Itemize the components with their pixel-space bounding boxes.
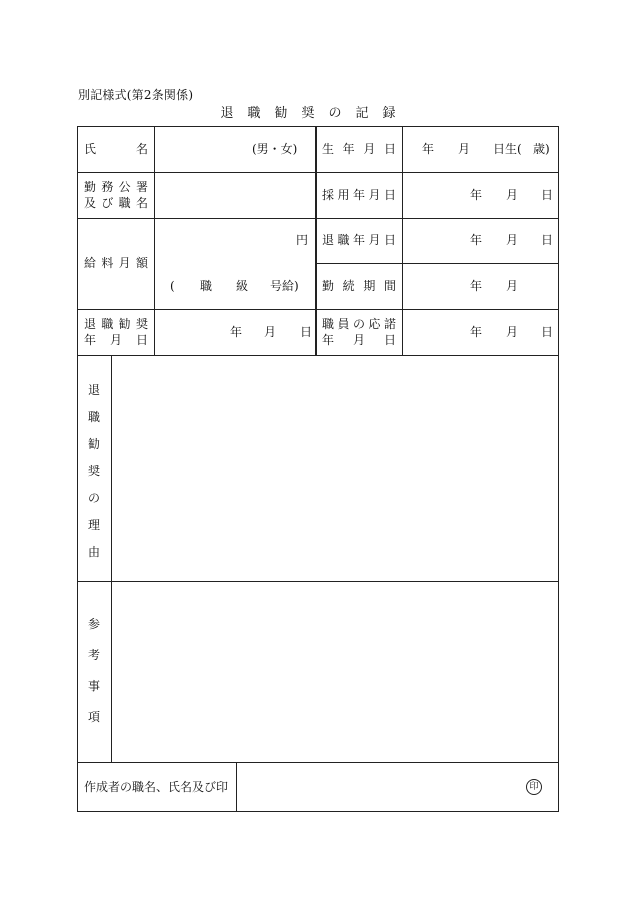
workplace-label-line2: 及び職名 <box>84 196 148 210</box>
notes-char: 事 <box>87 679 100 693</box>
reason-section-label <box>84 381 104 570</box>
reason-char: の <box>87 491 100 505</box>
reason-char: 奨 <box>87 464 100 478</box>
hire-month-unit: 月 <box>506 188 519 202</box>
workplace-label-line1: 勤務公署 <box>84 180 148 194</box>
consent-month-unit: 月 <box>506 325 519 339</box>
age-unit: 歳) <box>533 142 550 156</box>
hire-date-label: 採用年月日 <box>322 188 396 202</box>
consent-date-label-line2: 年月日 <box>322 333 396 347</box>
recommend-date-label-line1: 退職勧奨 <box>84 317 148 331</box>
recommend-day-unit: 日 <box>300 325 313 339</box>
hire-year-unit: 年 <box>470 188 483 202</box>
gender-field: (男・女) <box>252 142 298 156</box>
recommend-date-label-line2: 年月日 <box>84 333 148 347</box>
reason-char: 職 <box>87 410 100 424</box>
retire-month-unit: 月 <box>506 233 519 247</box>
consent-date-label-line1: 職員の応諾 <box>322 317 396 331</box>
retire-year-unit: 年 <box>470 233 483 247</box>
form-label: 別記様式(第2条関係) <box>78 88 194 102</box>
salary-label: 給料月額 <box>84 256 148 270</box>
birth-year-unit: 年 <box>422 142 435 156</box>
consent-year-unit: 年 <box>470 325 483 339</box>
yen-unit: 円 <box>296 233 309 247</box>
reason-char: 勧 <box>87 437 100 451</box>
notes-section-label <box>84 615 104 739</box>
service-year-unit: 年 <box>470 279 483 293</box>
seal-mark-icon: 印 <box>526 779 542 795</box>
reason-char: 由 <box>87 545 100 559</box>
author-label: 作成者の職名、氏名及び印 <box>84 780 229 794</box>
recommend-month-unit: 月 <box>264 325 277 339</box>
notes-char: 項 <box>87 710 100 724</box>
recommend-year-unit: 年 <box>230 325 243 339</box>
grade-open-paren: ( <box>170 279 175 293</box>
service-month-unit: 月 <box>506 279 519 293</box>
consent-day-unit: 日 <box>541 325 554 339</box>
notes-char: 参 <box>87 617 100 631</box>
retire-day-unit: 日 <box>541 233 554 247</box>
author-input-area[interactable] <box>237 763 558 811</box>
hire-day-unit: 日 <box>541 188 554 202</box>
birth-day-unit: 日生( <box>493 142 522 156</box>
grade-shoku: 職 <box>200 279 213 293</box>
retire-date-label: 退職年月日 <box>322 233 396 247</box>
form-title: 退職勧奨の記録 <box>220 106 410 121</box>
reason-char: 理 <box>87 518 100 532</box>
grade-go: 号給) <box>270 279 299 293</box>
service-period-label: 勤続期間 <box>322 279 396 293</box>
notes-char: 考 <box>87 648 100 662</box>
birth-month-unit: 月 <box>458 142 471 156</box>
reason-input-area[interactable] <box>112 356 558 581</box>
reason-char: 退 <box>87 383 100 397</box>
notes-input-area[interactable] <box>112 582 558 762</box>
grade-kyu: 級 <box>236 279 249 293</box>
birth-date-label: 生年月日 <box>322 142 396 156</box>
name-label: 氏名 <box>84 142 148 156</box>
